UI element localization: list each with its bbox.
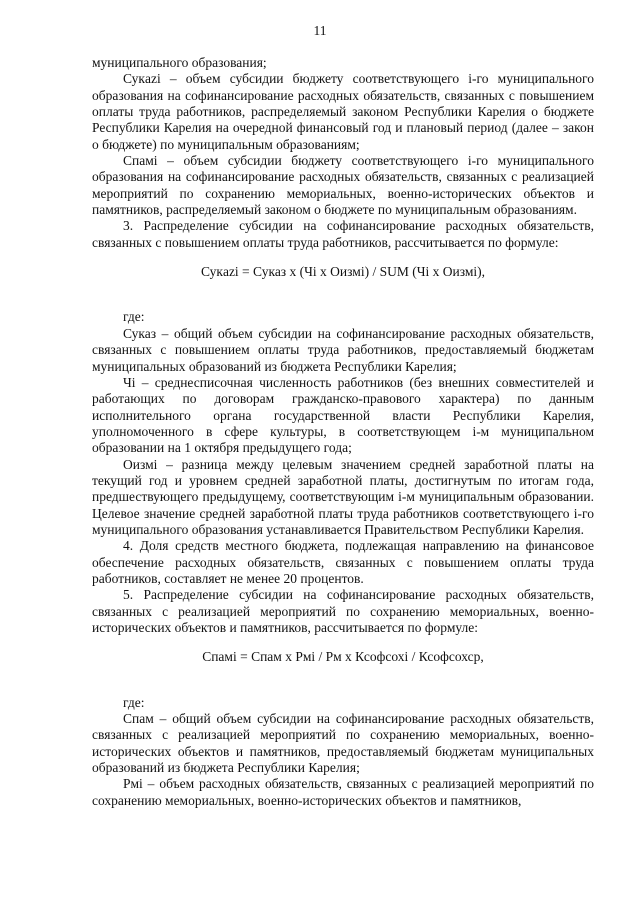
paragraph: Рмi – объем расходных обязательств, связанных с реализацией мероприятий по сохранению мемориальных, военно-исторических объектов и памятников, [92, 776, 594, 808]
paragraph: Оизмi – разница между целевым значением средней заработной платы на текущий год и уровнем средней заработной платы, достигнутым по итогам года, предшествующего предыдущему, соответствующим i-м муниципальным образовании. Целевое значение средней заработной платы труда работников соответствующего i-го муниципального образования устанавливается Правительством Республики Карелия. [92, 456, 594, 537]
page-number: 11 [313, 23, 327, 38]
formula: Спамi = Спам x Рмi / Рм x Ксофсохi / Ксофсохср, [202, 649, 484, 665]
paragraph-where: где: [123, 309, 145, 325]
formula: Сукazi = Суказ x (Чi x Оизмi) / SUM (Чi x Оизмi), [200, 264, 486, 280]
paragraph: Спам – общий объем субсидии на софинансирование расходных обязательств, связанных с реализацией мероприятий по сохранению мемориальных, военно-исторических объектов и памятников, предоставляемый бюджетам муниципальных образований из бюджета Республики Карелия; [92, 711, 594, 776]
paragraph: Спамi – объем субсидии бюджету соответствующего i-го муниципального образования на софинансирование расходных обязательств, связанных с реализацией мероприятий по сохранению мемориальных, военно-исторических объектов и памятников, распределяемый законом о бюджете по муниципальным образованиям. [92, 153, 594, 218]
paragraph: 4. Доля средств местного бюджета, подлежащая направлению на финансовое обеспечение расходных обязательств, связанных с повышением оплаты труда работников, составляет не менее 20 процентов. [92, 538, 594, 586]
document-body [92, 55, 594, 809]
paragraph: муниципального образования; [92, 55, 267, 70]
paragraph: 5. Распределение субсидии на софинансирование расходных обязательств, связанных с реализацией мероприятий по сохранению мемориальных, военно-исторических объектов и памятников, рассчитывается по формуле: [92, 587, 594, 635]
paragraph: 3. Распределение субсидии на софинансирование расходных обязательств, связанных с повышением оплаты труда работников, рассчитывается по формуле: [92, 218, 594, 250]
paragraph-where: где: [123, 694, 145, 710]
paragraph: Чi – среднесписочная численность работников (без внешних совместителей и работающих по договорам гражданско-правового характера) по данным исполнительного органа государственной власти Республики Карелия, уполномоченного в сфере культуры, в соответствующем i-м муниципальном образовании на 1 октября предыдущего года; [92, 374, 594, 456]
paragraph: Сукazi – объем субсидии бюджету соответствующего i-го муниципального образования на софинансирование расходных обязательств, связанных с повышением оплаты труда работников, распределяемый законом Республики Карелия о бюджете Республики Карелия на очередной финансовый год и плановый период (далее – закон о бюджете) по муниципальным образованиям; [92, 71, 594, 152]
paragraph: Суказ – общий объем субсидии на софинансирование расходных обязательств, связанных с повышением оплаты труда работников, предоставляемый бюджетам муниципальных образований из бюджета Республики Карелия; [92, 325, 594, 374]
